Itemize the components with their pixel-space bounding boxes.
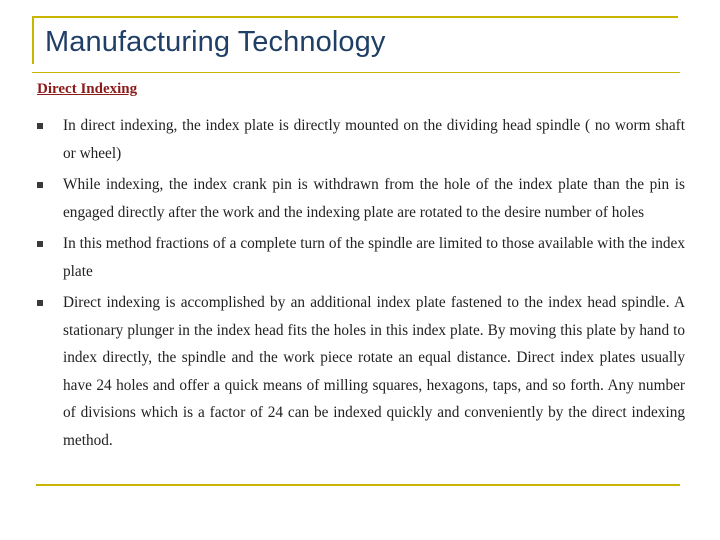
bullet-list (37, 112, 685, 458)
slide-title: Manufacturing Technology (45, 26, 386, 58)
bullet-text: In this method fractions of a complete turn of the spindle are limited to those available with the index plate (63, 235, 685, 280)
square-bullet-icon (37, 182, 43, 188)
square-bullet-icon (37, 123, 43, 129)
bullet-item (37, 230, 685, 285)
title-frame-left-rule (32, 16, 34, 64)
bullet-text: While indexing, the index crank pin is withdrawn from the hole of the index plate than the pin is engaged directly after the work and the indexing plate are rotated to the desire number of holes (63, 176, 685, 221)
title-frame-top-rule (32, 16, 678, 18)
title-divider-rule (32, 72, 680, 73)
bullet-item (37, 171, 685, 226)
bullet-item (37, 289, 685, 454)
square-bullet-icon (37, 241, 43, 247)
footer-rule (36, 484, 680, 486)
square-bullet-icon (37, 300, 43, 306)
bullet-text: In direct indexing, the index plate is directly mounted on the dividing head spindle ( no worm shaft or wheel) (63, 117, 685, 162)
bullet-item (37, 112, 685, 167)
bullet-text: Direct indexing is accomplished by an additional index plate fastened to the index head spindle. A stationary plunger in the index head fits the holes in this index plate. By moving this plate by hand to index directly, the spindle and the work piece rotate an equal distance. Direct index plates usually have 24 holes and offer a quick means of milling squares, hexagons, taps, and so forth. Any number of divisions which is a factor of 24 can be indexed quickly and conveniently by the direct indexing method. (63, 294, 685, 449)
section-heading: Direct Indexing (37, 81, 138, 97)
